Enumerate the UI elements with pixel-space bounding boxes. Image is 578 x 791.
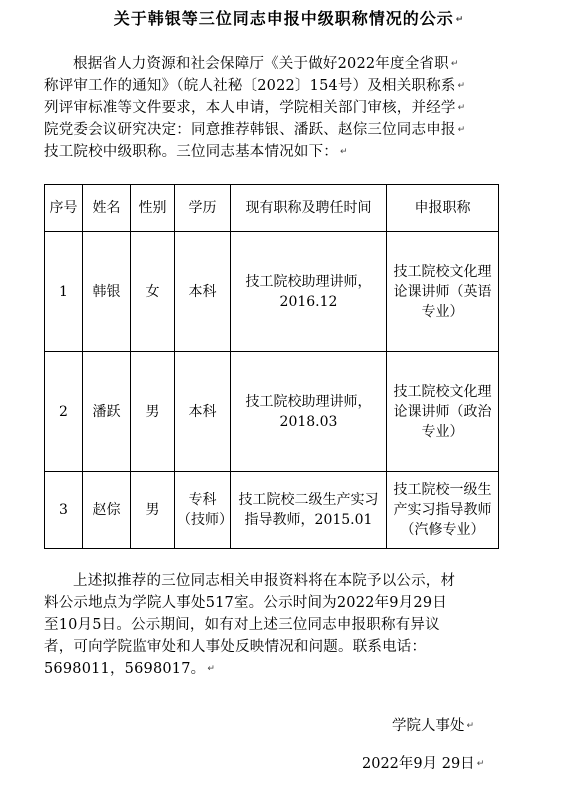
notice-line: 至10月5日。公示期间，如有对上述三位同志申报职称有异议 — [44, 617, 440, 633]
intro-line: 技工院校中级职称。三位同志基本情况如下： ↵ — [44, 144, 348, 160]
paragraph-mark-icon: ↵ — [455, 14, 465, 25]
cell-current-title: 技工院校助理讲师，2018.03 — [231, 352, 387, 472]
intro-line: 根据省人力资源和社会保障厅《关于做好2022年度全省职 ↵ — [73, 56, 459, 72]
paragraph-mark-icon: ↵ — [340, 147, 348, 157]
paragraph-mark-icon: ↵ — [450, 59, 459, 69]
header-current-title: 现有职称及聘任时间 — [231, 185, 387, 232]
header-gender: 性别 — [131, 185, 175, 232]
intro-line: 院党委会议研究决定：同意推荐韩银、潘跃、赵倧三位同志申报 ↵ — [44, 122, 466, 138]
cell-education: 本科 — [175, 232, 231, 352]
cell-applied-title: 技工院校文化理论课讲师（英语专业） — [387, 232, 499, 352]
cell-name: 赵倧 — [83, 472, 131, 549]
cell-gender: 男 — [131, 472, 175, 549]
cell-applied-title: 技工院校一级生产实习指导教师（汽修专业） — [387, 472, 499, 549]
notice-line: 5698011，5698017。 ↵ — [44, 661, 216, 677]
notice-line: 料公示地点为学院人事处517室。公示时间为2022年9月29日 — [44, 595, 447, 611]
paragraph-mark-icon: ↵ — [466, 721, 475, 731]
header-seq: 序号 — [45, 185, 83, 232]
cell-gender: 女 — [131, 232, 175, 352]
paragraph-mark-icon: ↵ — [457, 81, 466, 91]
notice-line: 上述拟推荐的三位同志相关申报资料将在本院予以公示，材 — [73, 573, 456, 589]
notice-line: 者，可向学院监审处和人事处反映情况和问题。联系电话： — [44, 639, 427, 655]
table-row — [45, 352, 499, 472]
notice-paragraph — [44, 570, 544, 680]
header-education: 学历 — [175, 185, 231, 232]
cell-seq: 3 — [45, 472, 83, 549]
paragraph-mark-icon: ↵ — [476, 759, 485, 769]
signature-date: 2022年9月 29日 ↵ — [362, 756, 485, 772]
cell-applied-title: 技工院校文化理论课讲师（政治专业） — [387, 352, 499, 472]
paragraph-mark-icon: ↵ — [457, 125, 466, 135]
cell-gender: 男 — [131, 352, 175, 472]
intro-line: 列评审标准等文件要求，本人申请，学院相关部门审核，并经学 ↵ — [44, 100, 466, 116]
cell-education: 专科（技师） — [175, 472, 231, 549]
paragraph-mark-icon: ↵ — [207, 664, 216, 674]
cell-current-title: 技工院校助理讲师，2016.12 — [231, 232, 387, 352]
cell-seq: 2 — [45, 352, 83, 472]
cell-current-title: 技工院校二级生产实习指导教师，2015.01 — [231, 472, 387, 549]
intro-line: 称评审工作的通知》（皖人社秘〔2022〕154号）及相关职称系 ↵ — [44, 78, 466, 94]
cell-name: 韩银 — [83, 232, 131, 352]
header-applied-title: 申报职称 — [387, 185, 499, 232]
table-row — [45, 472, 499, 549]
cell-education: 本科 — [175, 352, 231, 472]
table-row — [45, 232, 499, 352]
notice-title: 关于韩银等三位同志申报中级职称情况的公示 ↵ — [113, 9, 465, 28]
paragraph-mark-icon: ↵ — [457, 103, 466, 113]
table-header-row — [45, 185, 499, 232]
header-name: 姓名 — [83, 185, 131, 232]
cell-seq: 1 — [45, 232, 83, 352]
intro-paragraph — [44, 53, 544, 163]
candidates-table — [44, 184, 499, 549]
signature-office: 学院人事处 ↵ — [392, 718, 475, 734]
cell-name: 潘跃 — [83, 352, 131, 472]
